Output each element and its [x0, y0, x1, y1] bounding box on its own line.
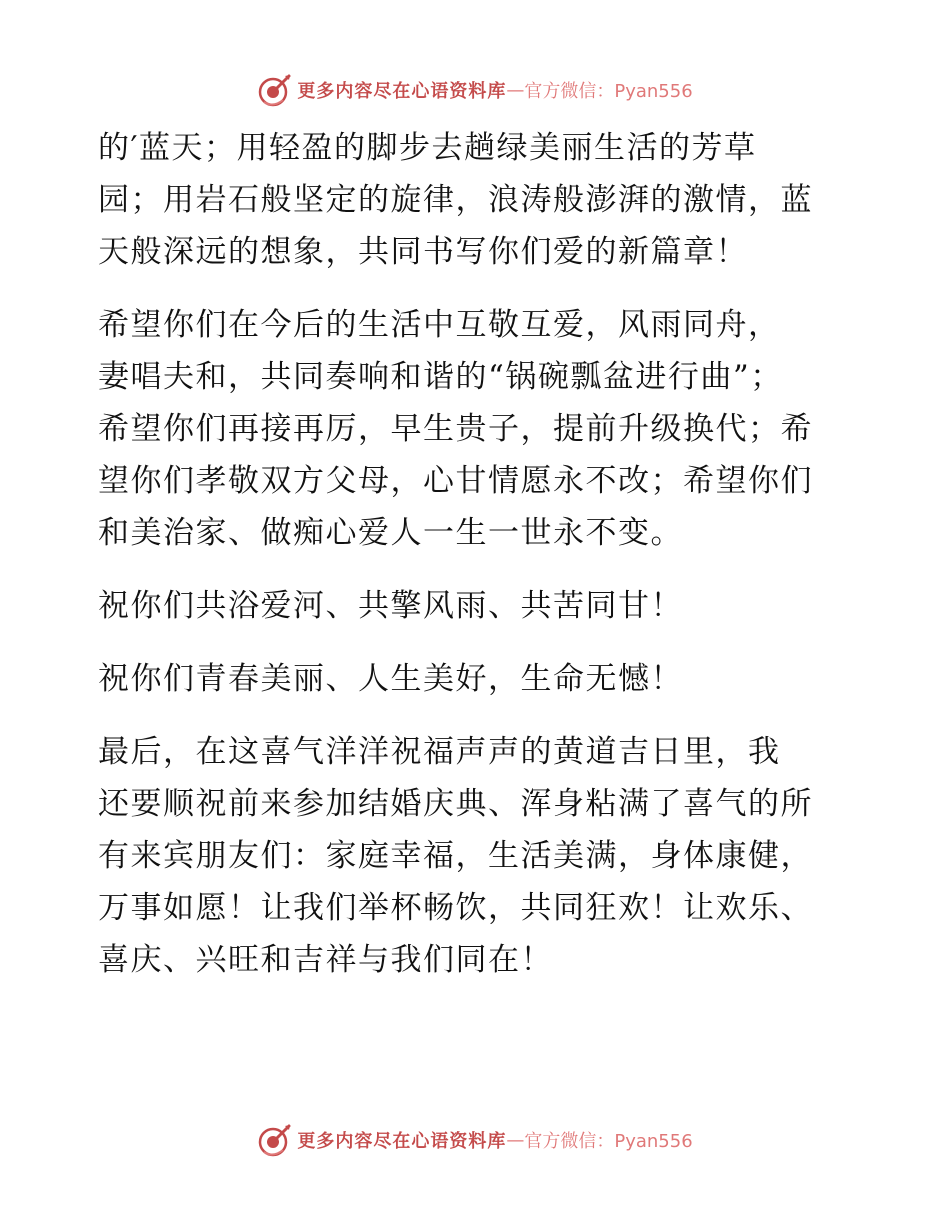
text-line: 和美治家、做痴心爱人一生一世永不变。: [98, 515, 683, 551]
paragraph-2: [98, 299, 858, 559]
paragraph-5: [98, 726, 858, 986]
footer-watermark: [0, 1120, 950, 1160]
logo-icon: [257, 1122, 293, 1158]
text-line: 的′蓝天；用轻盈的脚步去趟绿美丽生活的芳草: [98, 130, 757, 166]
text-line: 喜庆、兴旺和吉祥与我们同在！: [98, 942, 553, 978]
text-line: 有来宾朋友们：家庭幸福，生活美满，身体康健，: [98, 838, 813, 874]
header-dash: —: [506, 79, 525, 101]
text-line: 望你们孝敬双方父母，心甘情愿永不改；希望你们: [98, 463, 813, 499]
footer-dash: —: [506, 1129, 525, 1151]
text-line: 祝你们青春美丽、人生美好，生命无憾！: [98, 661, 683, 697]
paragraph-4: [98, 653, 858, 705]
logo-icon: [257, 72, 293, 108]
footer-wechat-text: 官方微信：Pyan556: [524, 1131, 693, 1152]
text-line: 最后，在这喜气洋洋祝福声声的黄道吉日里，我: [98, 734, 781, 770]
header-site-text: 更多内容尽在心语资料库: [297, 81, 507, 102]
text-line: 天般深远的想象，共同书写你们爱的新篇章！: [98, 234, 748, 270]
text-line: 希望你们再接再厉，早生贵子，提前升级换代；希: [98, 411, 813, 447]
text-line: 希望你们在今后的生活中互敬互爱，风雨同舟，: [98, 307, 781, 343]
paragraph-1: [98, 122, 858, 278]
body-content: [98, 122, 858, 986]
header-watermark: [0, 70, 950, 110]
header-wechat-text: 官方微信：Pyan556: [524, 81, 693, 102]
text-line: 园；用岩石般坚定的旋律，浪涛般澎湃的激情，蓝: [98, 182, 813, 218]
text-line: 还要顺祝前来参加结婚庆典、浑身粘满了喜气的所: [98, 786, 813, 822]
text-line: 祝你们共浴爱河、共擎风雨、共苦同甘！: [98, 588, 683, 624]
text-line: 万事如愿！让我们举杯畅饮，共同狂欢！让欢乐、: [98, 890, 813, 926]
footer-site-text: 更多内容尽在心语资料库: [297, 1131, 507, 1152]
paragraph-3: [98, 580, 858, 632]
text-line: 妻唱夫和，共同奏响和谐的“锅碗瓢盆进行曲”；: [98, 359, 783, 395]
